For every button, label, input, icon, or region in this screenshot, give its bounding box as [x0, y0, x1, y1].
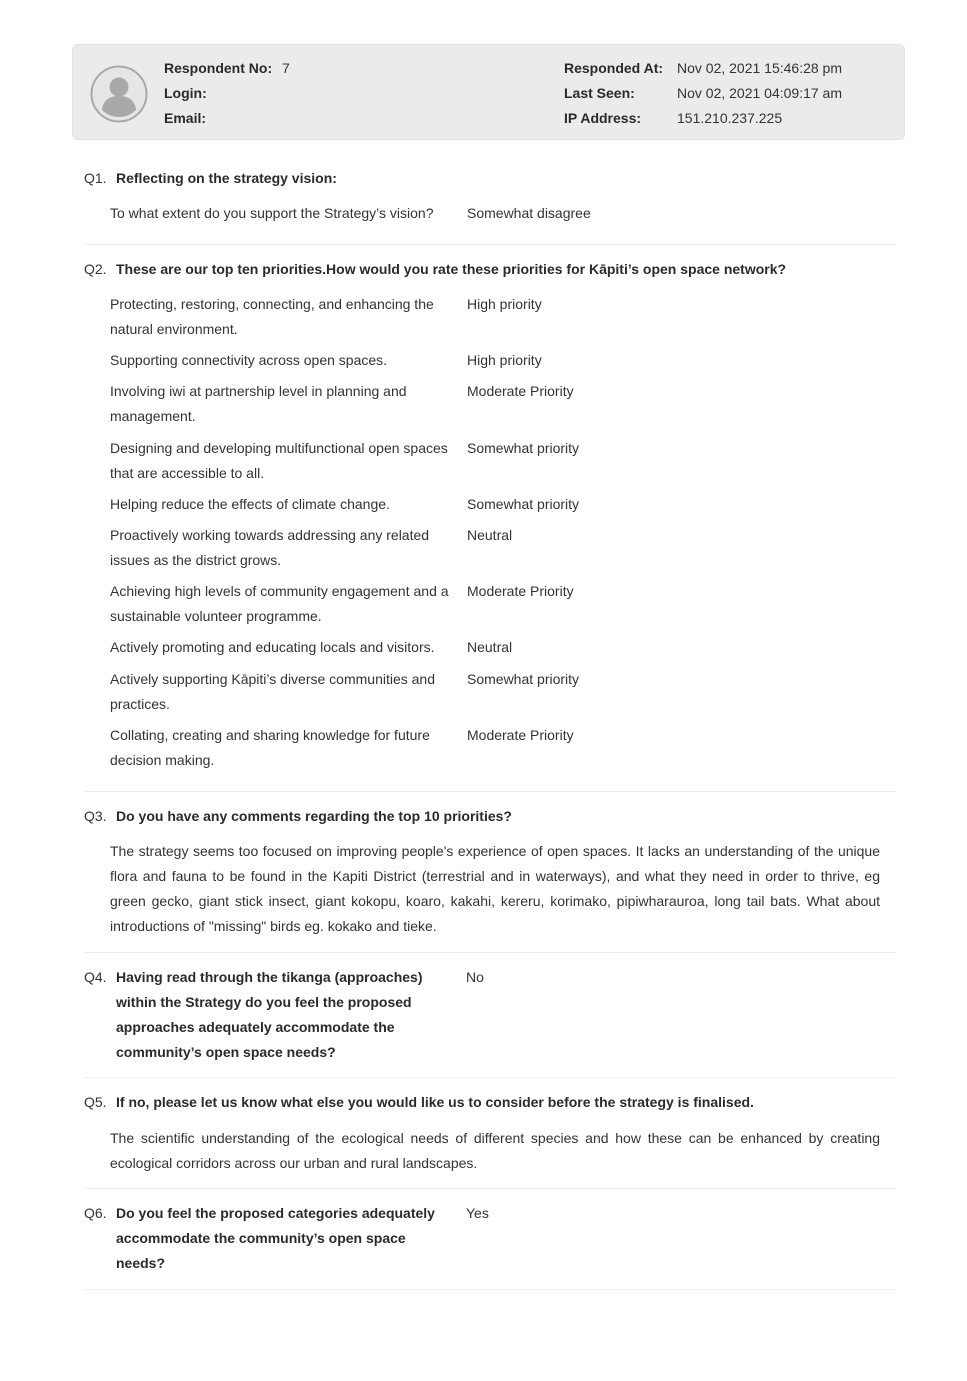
- user-avatar-icon: [90, 65, 148, 123]
- q6-number: Q6.: [84, 1205, 107, 1221]
- q2-row-question: Collating, creating and sharing knowledge for future decision making.: [110, 727, 430, 768]
- q2-title: These are our top ten priorities.How would you rate these priorities for Kāpiti’s open space network?: [116, 261, 787, 277]
- q4-answer: No: [466, 969, 484, 985]
- q2-row-answer: Somewhat priority: [467, 496, 580, 512]
- q2-row-question: Proactively working towards addressing any related issues as the district grows.: [110, 527, 430, 568]
- respondent-no-value: 7: [282, 60, 290, 76]
- q2-row-answer: Neutral: [467, 639, 513, 655]
- ip-address-value: 151.210.237.225: [677, 110, 783, 126]
- divider: [84, 1188, 896, 1189]
- last-seen-value: Nov 02, 2021 04:09:17 am: [677, 85, 843, 101]
- q1-row-question: To what extent do you support the Strategy’s vision?: [110, 205, 434, 221]
- q2-row-answer: Somewhat priority: [467, 671, 580, 687]
- q2-row-question: Supporting connectivity across open spaces.: [110, 352, 388, 368]
- q2-row-question: Designing and developing multifunctional open spaces that are accessible to all.: [110, 440, 448, 481]
- q1-row-answer: Somewhat disagree: [467, 205, 591, 221]
- q5-number: Q5.: [84, 1094, 107, 1110]
- login-label: Login:: [164, 85, 207, 101]
- q4-heading: [84, 965, 444, 1065]
- q6-heading: [84, 1201, 444, 1276]
- respondent-no-row: [164, 60, 290, 76]
- q2-row-answer: Neutral: [467, 527, 513, 543]
- q5-title: If no, please let us know what else you would like us to consider before the strategy is finalised.: [116, 1094, 754, 1110]
- q2-number: Q2.: [84, 261, 107, 277]
- q2-row-answer: Moderate Priority: [467, 383, 574, 399]
- q2-row-answer: High priority: [467, 296, 542, 312]
- q5-answer: The scientific understanding of the ecological needs of different species and how these can be enhanced by creating ecological corridors across our urban and rural landscapes.: [110, 1130, 880, 1171]
- q6-answer: Yes: [466, 1205, 489, 1221]
- divider: [84, 1289, 896, 1290]
- q4-title: Having read through the tikanga (approaches) within the Strategy do you feel the proposed approaches adequately accommodate the community’s open space needs?: [116, 969, 423, 1060]
- q6-title: Do you feel the proposed categories adequately accommodate the community’s open space needs?: [116, 1205, 435, 1271]
- respondent-header-card: [72, 44, 905, 140]
- responded-at-label: Responded At:: [564, 60, 664, 76]
- q2-row-answer: Moderate Priority: [467, 727, 574, 743]
- last-seen-label: Last Seen:: [564, 85, 635, 101]
- divider: [84, 952, 896, 953]
- q2-row-question: Actively supporting Kāpiti’s diverse communities and practices.: [110, 671, 436, 712]
- respondent-no-label: Respondent No:: [164, 60, 273, 76]
- q2-row-question: Involving iwi at partnership level in planning and management.: [110, 383, 407, 424]
- q2-row-question: Actively promoting and educating locals and visitors.: [110, 639, 435, 655]
- q3-title: Do you have any comments regarding the top 10 priorities?: [116, 808, 512, 824]
- divider: [84, 791, 896, 792]
- divider: [84, 244, 896, 245]
- q1-number: Q1.: [84, 170, 107, 186]
- login-row: [164, 85, 213, 101]
- q2-row-question: Helping reduce the effects of climate change.: [110, 496, 390, 512]
- responded-at-value: Nov 02, 2021 15:46:28 pm: [677, 60, 843, 76]
- q2-row-answer: Somewhat priority: [467, 440, 580, 456]
- q2-row-question: Achieving high levels of community engagement and a sustainable volunteer programme.: [110, 583, 449, 624]
- q2-row-question: Protecting, restoring, connecting, and enhancing the natural environment.: [110, 296, 434, 337]
- q1-title: Reflecting on the strategy vision:: [116, 170, 337, 186]
- email-row: [164, 110, 212, 126]
- q4-number: Q4.: [84, 969, 107, 985]
- q3-number: Q3.: [84, 808, 107, 824]
- q2-row-answer: High priority: [467, 352, 542, 368]
- q3-answer: The strategy seems too focused on improving people's experience of open spaces. It lacks an understanding of the unique flora and fauna to be found in the Kapiti District (terrestrial and in waterways), and what they need in order to thrive, eg green gecko, giant stick insect, giant kokopu, koaro, kakahi, kereru, korimako, pipiwharauroa, long tail bats. What about introductions of "missing" birds eg. kokako and tieke.: [110, 843, 880, 934]
- email-label: Email:: [164, 110, 207, 126]
- divider: [84, 1077, 896, 1078]
- ip-address-label: IP Address:: [564, 110, 642, 126]
- q2-row-answer: Moderate Priority: [467, 583, 574, 599]
